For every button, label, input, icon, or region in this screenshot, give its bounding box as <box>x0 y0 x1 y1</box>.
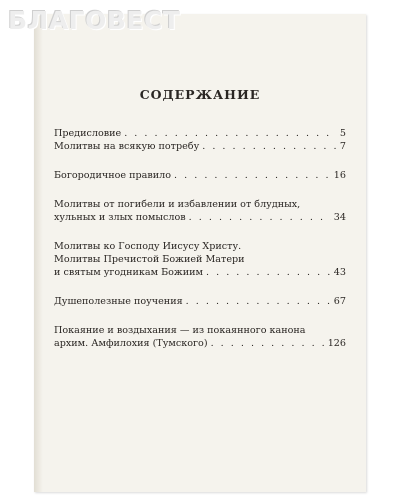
toc-entry-title: Богородичное правило <box>54 170 172 181</box>
contents-title: СОДЕРЖАНИЕ <box>139 87 261 102</box>
toc-entry-prayers-every-need <box>54 140 346 153</box>
toc-entry-title: Молитвы на всякую потребу <box>54 141 200 152</box>
toc-entry-title-line: Молитвы Пречистой Божией Матери <box>54 254 245 265</box>
toc-page-number: 67 <box>333 296 346 307</box>
dot-leader <box>202 140 337 153</box>
toc-entry-title-line: Молитвы от погибели и избавлении от блудных, <box>54 199 301 210</box>
page-spine-shadow <box>34 14 43 492</box>
toc-page-number: 5 <box>339 128 346 139</box>
dot-leader <box>124 127 337 140</box>
toc-entry-title-line: хульных и злых помыслов <box>54 212 186 223</box>
toc-entry-preface <box>54 127 346 140</box>
toc-entry-title-line: и святым угодникам Божиим <box>54 267 203 278</box>
toc-entry-title-line: Покаяние и воздыхания — из покаянного канона <box>54 325 306 336</box>
toc-page-number: 7 <box>339 141 346 152</box>
book-page <box>34 14 366 492</box>
dot-leader <box>211 337 325 350</box>
toc-entry-title: Предисловие <box>54 128 122 139</box>
toc-entry-title-line: архим. Амфилохия (Тумского) <box>54 338 208 349</box>
dot-leader <box>189 211 331 224</box>
toc-entry-title-line: Молитвы ко Господу Иисусу Христу. <box>54 241 242 252</box>
table-of-contents <box>54 127 346 358</box>
toc-entry-prayers-from-thoughts <box>54 198 346 224</box>
toc-page-number: 126 <box>327 338 346 349</box>
toc-entry-prayers-to-lord <box>54 240 346 279</box>
toc-entry-repentance <box>54 324 346 350</box>
toc-entry-soul-teachings <box>54 295 346 308</box>
blagovest-watermark: БЛАГОВЕСТ <box>8 6 181 35</box>
toc-entry-title: Душеполезные поучения <box>54 296 183 307</box>
toc-page-number: 34 <box>333 212 346 223</box>
toc-page-number: 16 <box>333 170 346 181</box>
toc-page-number: 43 <box>333 267 346 278</box>
dot-leader <box>206 266 331 279</box>
toc-entry-theotokos-rule <box>54 169 346 182</box>
dot-leader <box>174 169 331 182</box>
dot-leader <box>186 295 331 308</box>
